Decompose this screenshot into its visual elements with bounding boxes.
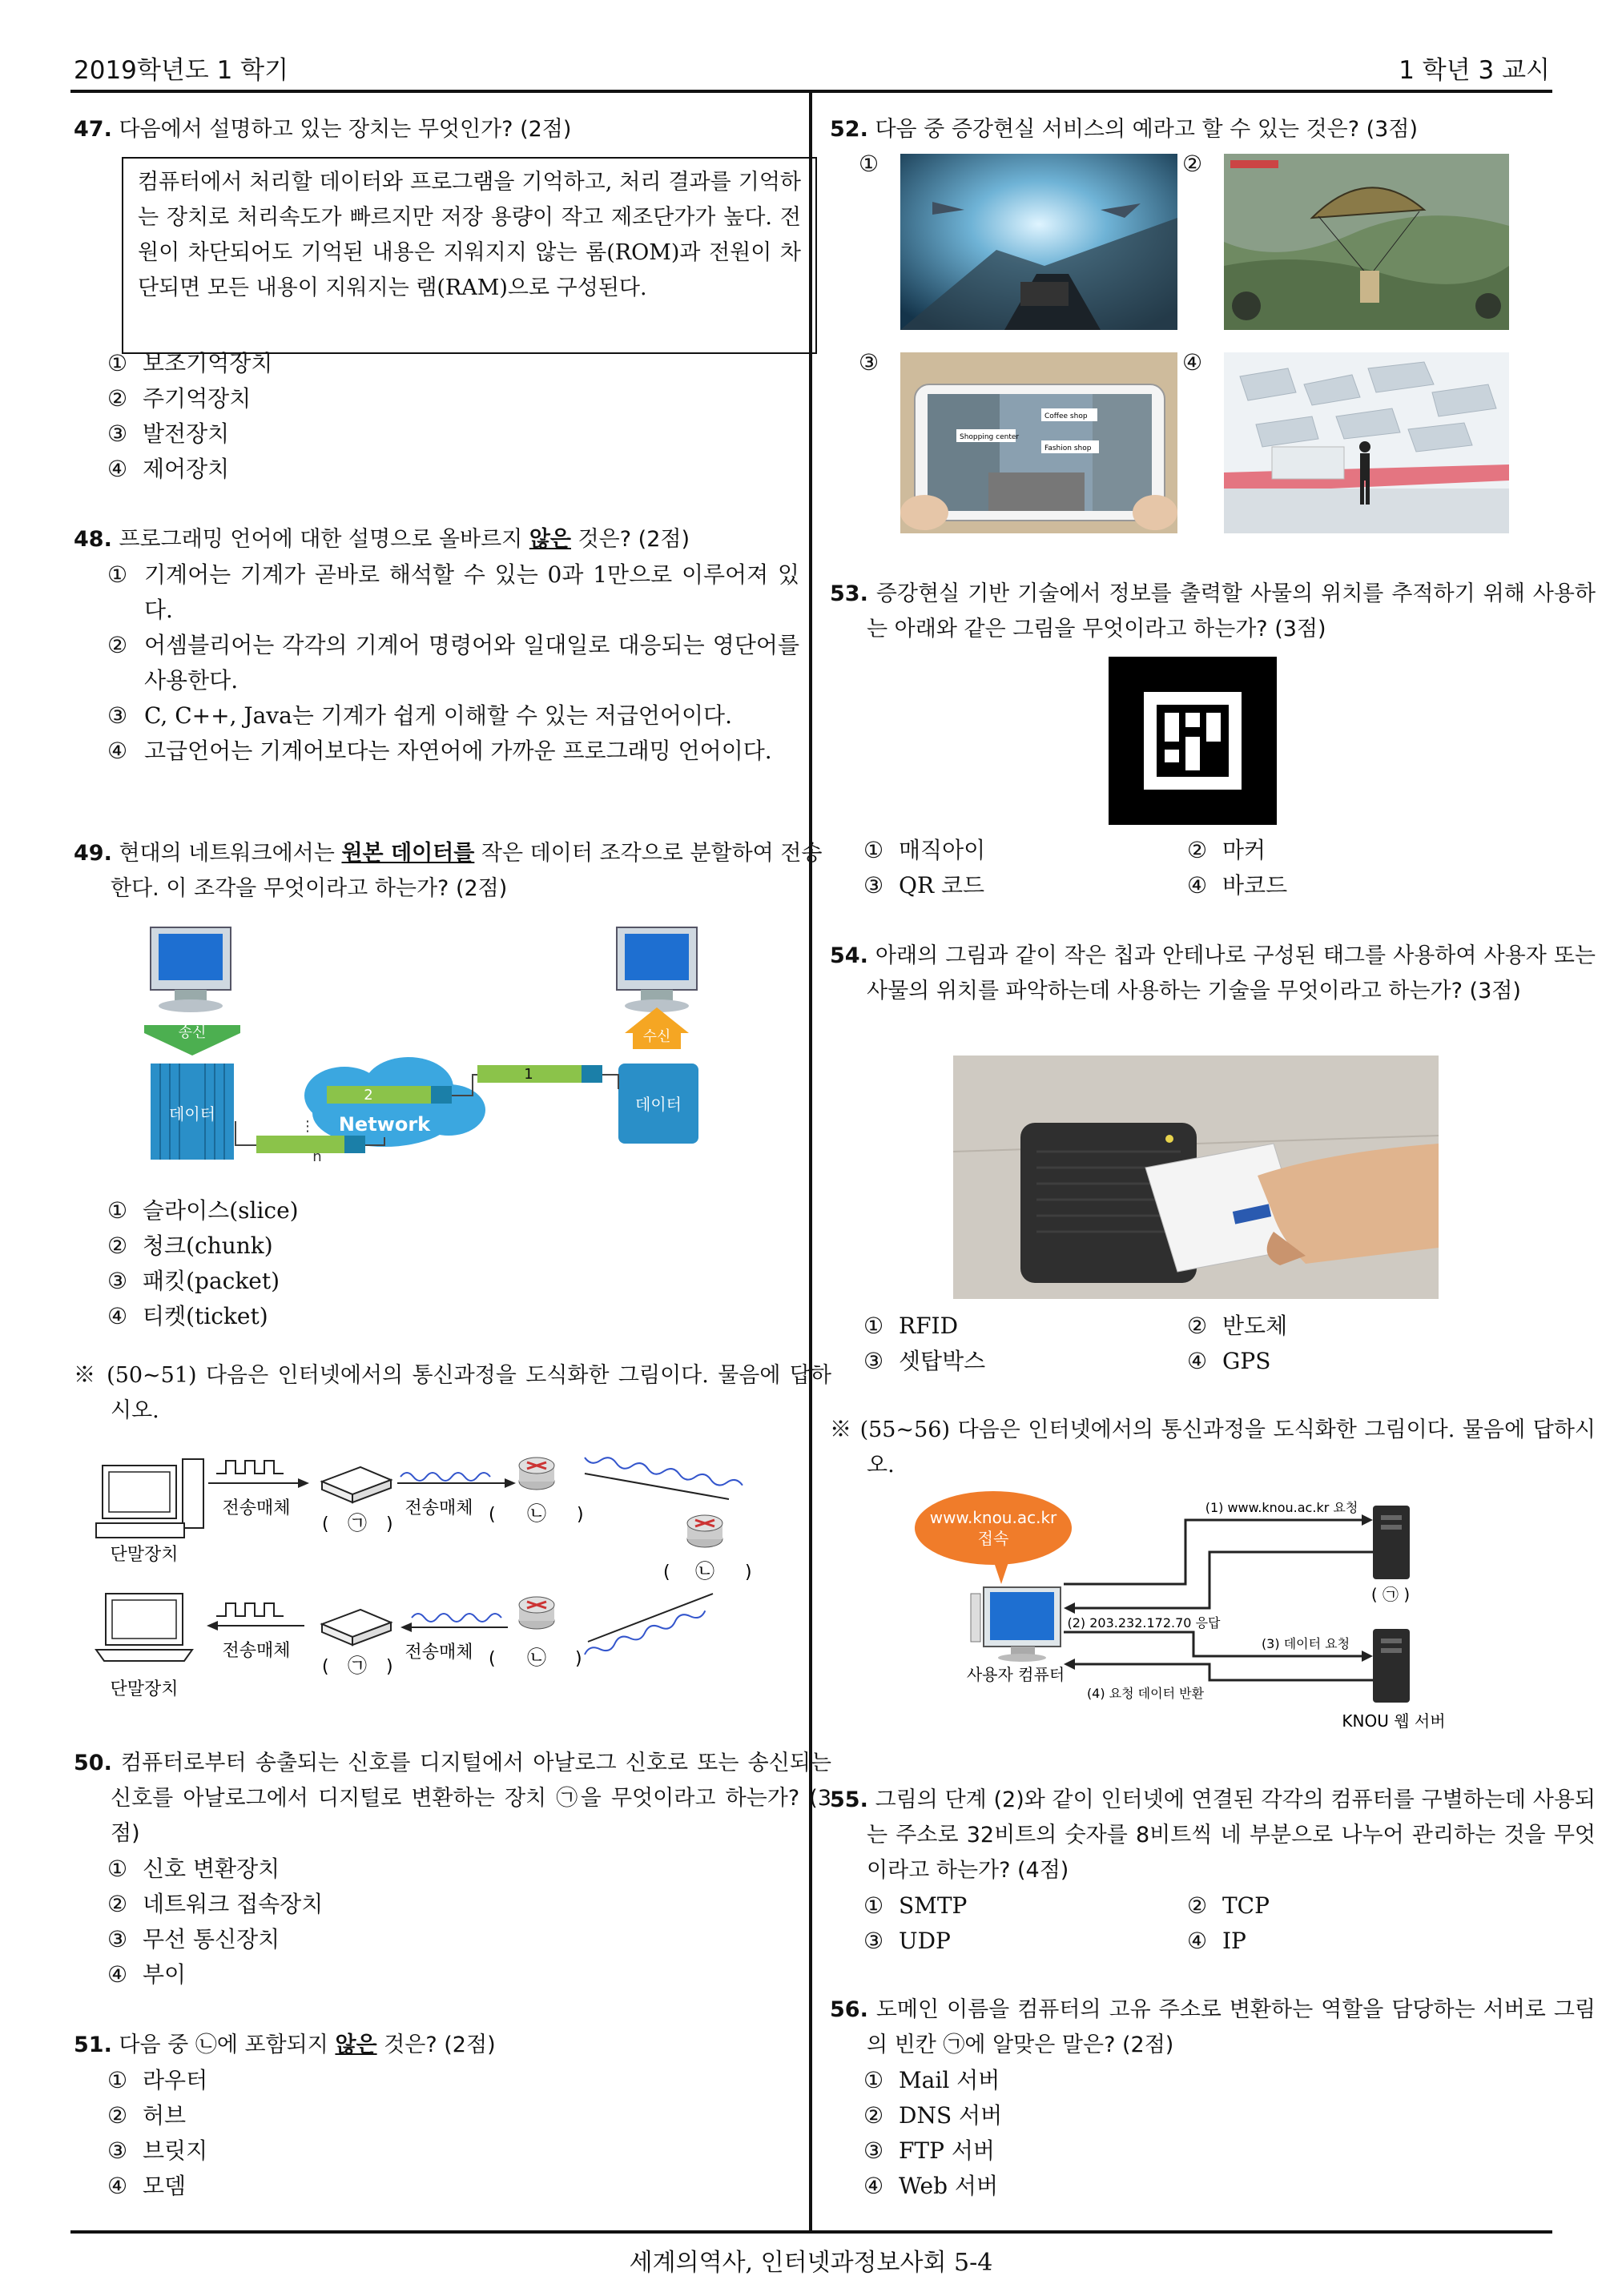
dns-communication-diagram (913, 1488, 1490, 1736)
q51-options (107, 2063, 207, 2204)
q51-option-2[interactable]: ② 허브 (107, 2102, 187, 2129)
q54-options (863, 1309, 1568, 1381)
medium-label-3: 전송매체 (222, 1641, 291, 1661)
packet-n (256, 1136, 344, 1153)
q47-text: 다음에서 설명하고 있는 장치는 무엇인가? (2점) (119, 117, 572, 142)
page-footer: 세계의역사, 인터넷과정보사회 5-4 (629, 2249, 993, 2277)
q52-label-2: ② (1182, 151, 1203, 177)
router-icon-top (519, 1458, 554, 1490)
bubble-url: www.knou.ac.kr (929, 1508, 1057, 1527)
blank-g2-top: ㉡ (527, 1502, 546, 1525)
svg-text:): ) (577, 1505, 584, 1525)
svg-text:(: ( (489, 1649, 496, 1669)
svg-text:): ) (386, 1657, 393, 1677)
web-server-icon (1373, 1629, 1410, 1703)
step-4-label: (4) 요청 데이터 반환 (1086, 1686, 1205, 1701)
q49-option-1[interactable]: ① 슬라이스(slice) (107, 1197, 299, 1224)
rfid-reader-photo[interactable] (953, 1056, 1439, 1299)
laptop-terminal-icon (96, 1594, 192, 1661)
communication-process-diagram-1 (88, 1450, 793, 1714)
q49-option-3[interactable]: ③ 패킷(packet) (107, 1268, 280, 1294)
svg-text:): ) (745, 1562, 752, 1582)
desktop-terminal-icon (96, 1459, 203, 1538)
q52-image-4-virtual-world[interactable] (1224, 352, 1509, 533)
blank-g1-bottom: ㉠ (348, 1655, 367, 1677)
step-3-label: (3) 데이터 요청 (1261, 1636, 1350, 1651)
q47-option-3[interactable]: ③ 발전장치 (107, 420, 230, 447)
q52-label-1: ① (859, 151, 879, 177)
q53-option-2[interactable]: ② 마커 (1187, 837, 1266, 863)
q50-option-2[interactable]: ② 네트워크 접속장치 (107, 1891, 324, 1917)
svg-text:Fashion shop: Fashion shop (1044, 444, 1092, 452)
step-2-label: (2) 203.232.172.70 응답 (1067, 1615, 1221, 1631)
modem-icon-bottom (322, 1610, 391, 1645)
q54-option-1[interactable]: ① RFID (863, 1313, 959, 1339)
q53-options (863, 833, 1568, 905)
router-icon-right (687, 1515, 722, 1547)
q53-option-3[interactable]: ③ QR 코드 (863, 872, 985, 899)
exam-year-term: 2019학년도 1 학기 (74, 56, 289, 85)
q50-option-3[interactable]: ③ 무선 통신장치 (107, 1926, 280, 1952)
q47-description-box: 컴퓨터에서 처리할 데이터와 프로그램을 기억하고, 처리 결과를 기억하는 장치로 처리속도가 빠르지만 저장 용량이 작고 제조단가가 높다. 전원이 차단되어도 기억된 내용은 지워지지 않는 롬(ROM)과 전원이 차단되면 모든 내용이 지워지는 램(RAM)으로 구성된다. (122, 157, 817, 354)
note-50-51: ※ (50~51) 다음은 인터넷에서의 통신과정을 도식화한 그림이다. 물음에 답하시오. (74, 1363, 831, 1423)
q49-option-2[interactable]: ② 청크(chunk) (107, 1232, 273, 1259)
q55-stem: 55. 그림의 단계 (2)와 같이 인터넷에 연결된 각각의 컴퓨터를 구별하는데 사용되는 주소로 32비트의 숫자를 8비트씩 네 부분으로 나누어 관리하는 것을 무엇이라고 하는가? (4점) (830, 1787, 1596, 1883)
q52-label-4: ④ (1182, 349, 1203, 376)
q56-option-4[interactable]: ④ Web 서버 (863, 2173, 998, 2199)
q50-stem: 50. 컴퓨터로부터 송출되는 신호를 디지털에서 아날로그 신호로 또는 송신되는 신호를 아날로그에서 디지털로 변환하는 장치 ㉠을 무엇이라고 하는가? (3점) (74, 1751, 831, 1846)
q52-image-3-ar-phone[interactable] (900, 352, 1177, 533)
left-data-label: 데이터 (169, 1104, 215, 1124)
svg-text:n: n (312, 1148, 322, 1165)
q49-options (107, 1193, 299, 1334)
medium-label-1: 전송매체 (222, 1498, 291, 1518)
svg-text:2: 2 (364, 1087, 373, 1104)
receive-label: 수신 (642, 1028, 671, 1045)
q49-option-4[interactable]: ④ 티켓(ticket) (107, 1303, 268, 1329)
right-data-label: 데이터 (635, 1095, 682, 1114)
q51-stem: 51. 다음 중 ㉡에 포함되지 않은 것은? (2점) (74, 2033, 496, 2057)
packet-network-diagram (128, 921, 737, 1177)
q54-option-2[interactable]: ② 반도체 (1187, 1313, 1288, 1339)
packet-2 (327, 1086, 431, 1104)
network-label: Network (338, 1113, 431, 1136)
bubble-connect: 접속 (977, 1529, 1009, 1548)
terminal-label-bottom: 단말장치 (110, 1679, 179, 1699)
svg-text:(: ( (663, 1562, 670, 1582)
q53-option-4[interactable]: ④ 바코드 (1187, 872, 1288, 899)
column-divider (809, 90, 812, 2230)
q56-option-3[interactable]: ③ FTP 서버 (863, 2137, 995, 2164)
blank-g1-top: ㉠ (348, 1512, 367, 1534)
q52-image-2-battle-game[interactable] (1224, 154, 1509, 330)
q55-option-4[interactable]: ④ IP (1187, 1928, 1246, 1954)
router-icon-bottom (519, 1597, 554, 1629)
ar-marker-image[interactable] (1109, 657, 1277, 825)
dns-server-icon (1373, 1506, 1410, 1579)
q48-option-2[interactable]: ② 어셈블리어는 각각의 기계어 명령어와 일대일로 대응되는 영단어를 사용한다. (107, 632, 799, 694)
q56-options (863, 2063, 1002, 2204)
medium-label-4: 전송매체 (404, 1643, 473, 1663)
svg-text:(: ( (322, 1657, 329, 1677)
q51-option-1[interactable]: ① 라우터 (107, 2067, 208, 2093)
q52-image-1-space-game[interactable] (900, 154, 1177, 330)
q52-stem: 52. 다음 중 증강현실 서비스의 예라고 할 수 있는 것은? (3점) (830, 117, 1418, 142)
svg-text:(: ( (489, 1505, 496, 1525)
q53-option-1[interactable]: ① 매직아이 (863, 837, 986, 863)
q47-option-1[interactable]: ① 보조기억장치 (107, 350, 273, 376)
q54-option-4[interactable]: ④ GPS (1187, 1348, 1271, 1374)
footer-rule (70, 2230, 1552, 2234)
q50-option-4[interactable]: ④ 부이 (107, 1961, 187, 1988)
blank-g2-right: ㉡ (695, 1560, 714, 1582)
q50-option-1[interactable]: ① 신호 변환장치 (107, 1856, 280, 1882)
q47-option-4[interactable]: ④ 제어장치 (107, 456, 230, 482)
q47-options (107, 346, 272, 487)
q51-option-3[interactable]: ③ 브릿지 (107, 2137, 208, 2164)
q55-option-1[interactable]: ① SMTP (863, 1892, 968, 1919)
user-computer-label: 사용자 컴퓨터 (966, 1665, 1065, 1684)
q52-label-3: ③ (859, 349, 879, 376)
svg-text:⋮: ⋮ (300, 1118, 315, 1135)
q54-stem: 54. 아래의 그림과 같이 작은 칩과 안테나로 구성된 태그를 사용하여 사용자 또는 사물의 위치를 파악하는데 사용하는 기술을 무엇이라고 하는가? (3점) (830, 943, 1596, 1003)
q54-option-3[interactable]: ③ 셋탑박스 (863, 1348, 986, 1374)
modem-icon-top (322, 1467, 391, 1502)
blank-g2-bottom: ㉡ (527, 1647, 546, 1669)
q47-option-2[interactable]: ② 주기억장치 (107, 385, 252, 412)
q56-stem: 56. 도메인 이름을 컴퓨터의 고유 주소로 변환하는 역할을 담당하는 서버로 그림의 빈칸 ㉠에 알맞은 말은? (2점) (830, 1997, 1596, 2057)
q47-stem (74, 112, 795, 147)
svg-text:(: ( (322, 1514, 329, 1534)
web-server-label: KNOU 웹 서버 (1342, 1711, 1446, 1731)
svg-text:1: 1 (524, 1066, 533, 1083)
q53-stem: 53. 증강현실 기반 기술에서 정보를 출력할 사물의 위치를 추적하기 위해 사용하는 아래와 같은 그림을 무엇이라고 하는가? (3점) (830, 581, 1596, 641)
user-computer-icon (971, 1587, 1061, 1662)
receiver-computer-icon (617, 927, 697, 1012)
q51-option-4[interactable]: ④ 모뎀 (107, 2173, 187, 2199)
sender-computer-icon (151, 927, 231, 1012)
exam-grade-period: 1 학년 3 교시 (1399, 56, 1550, 85)
q55-options (863, 1888, 1568, 1960)
svg-text:): ) (575, 1649, 582, 1669)
q48-option-3[interactable]: ③ C, C++, Java는 기계가 쉽게 이해할 수 있는 저급언어이다. (107, 702, 732, 729)
q55-option-3[interactable]: ③ UDP (863, 1928, 951, 1954)
svg-text:): ) (386, 1514, 393, 1534)
svg-text:Shopping center: Shopping center (960, 433, 1020, 441)
note-55-56: ※ (55~56) 다음은 인터넷에서의 통신과정을 도식화한 그림이다. 물음에 답하시오. (830, 1417, 1596, 1478)
q55-option-2[interactable]: ② TCP (1187, 1892, 1270, 1919)
q56-option-1[interactable]: ① Mail 서버 (863, 2067, 1000, 2093)
q48-option-1[interactable]: ① 기계어는 기계가 곧바로 해석할 수 있는 0과 1만으로 이루어져 있다. (107, 561, 799, 623)
blank-server-label: ( ㉠ ) (1370, 1585, 1411, 1604)
step-1-label: (1) www.knou.ac.kr 요청 (1205, 1500, 1358, 1515)
q49-stem: 49. 현대의 네트워크에서는 원본 데이터를 작은 데이터 조각으로 분할하여 전송한다. 이 조각을 무엇이라고 하는가? (2점) (74, 841, 823, 901)
q48-option-4[interactable]: ④ 고급언어는 기계어보다는 자연어에 가까운 프로그래밍 언어이다. (107, 738, 772, 764)
q48-options (107, 557, 799, 769)
terminal-label-top: 단말장치 (110, 1545, 179, 1565)
send-label: 송신 (178, 1024, 207, 1041)
medium-label-2: 전송매체 (404, 1498, 473, 1518)
svg-text:Coffee shop: Coffee shop (1044, 412, 1088, 420)
q50-options (107, 1852, 323, 1992)
q47-number: 47. (74, 117, 112, 142)
q48-stem: 48. 프로그래밍 언어에 대한 설명으로 올바르지 않은 것은? (2점) (74, 527, 690, 552)
q56-option-2[interactable]: ② DNS 서버 (863, 2102, 1003, 2129)
